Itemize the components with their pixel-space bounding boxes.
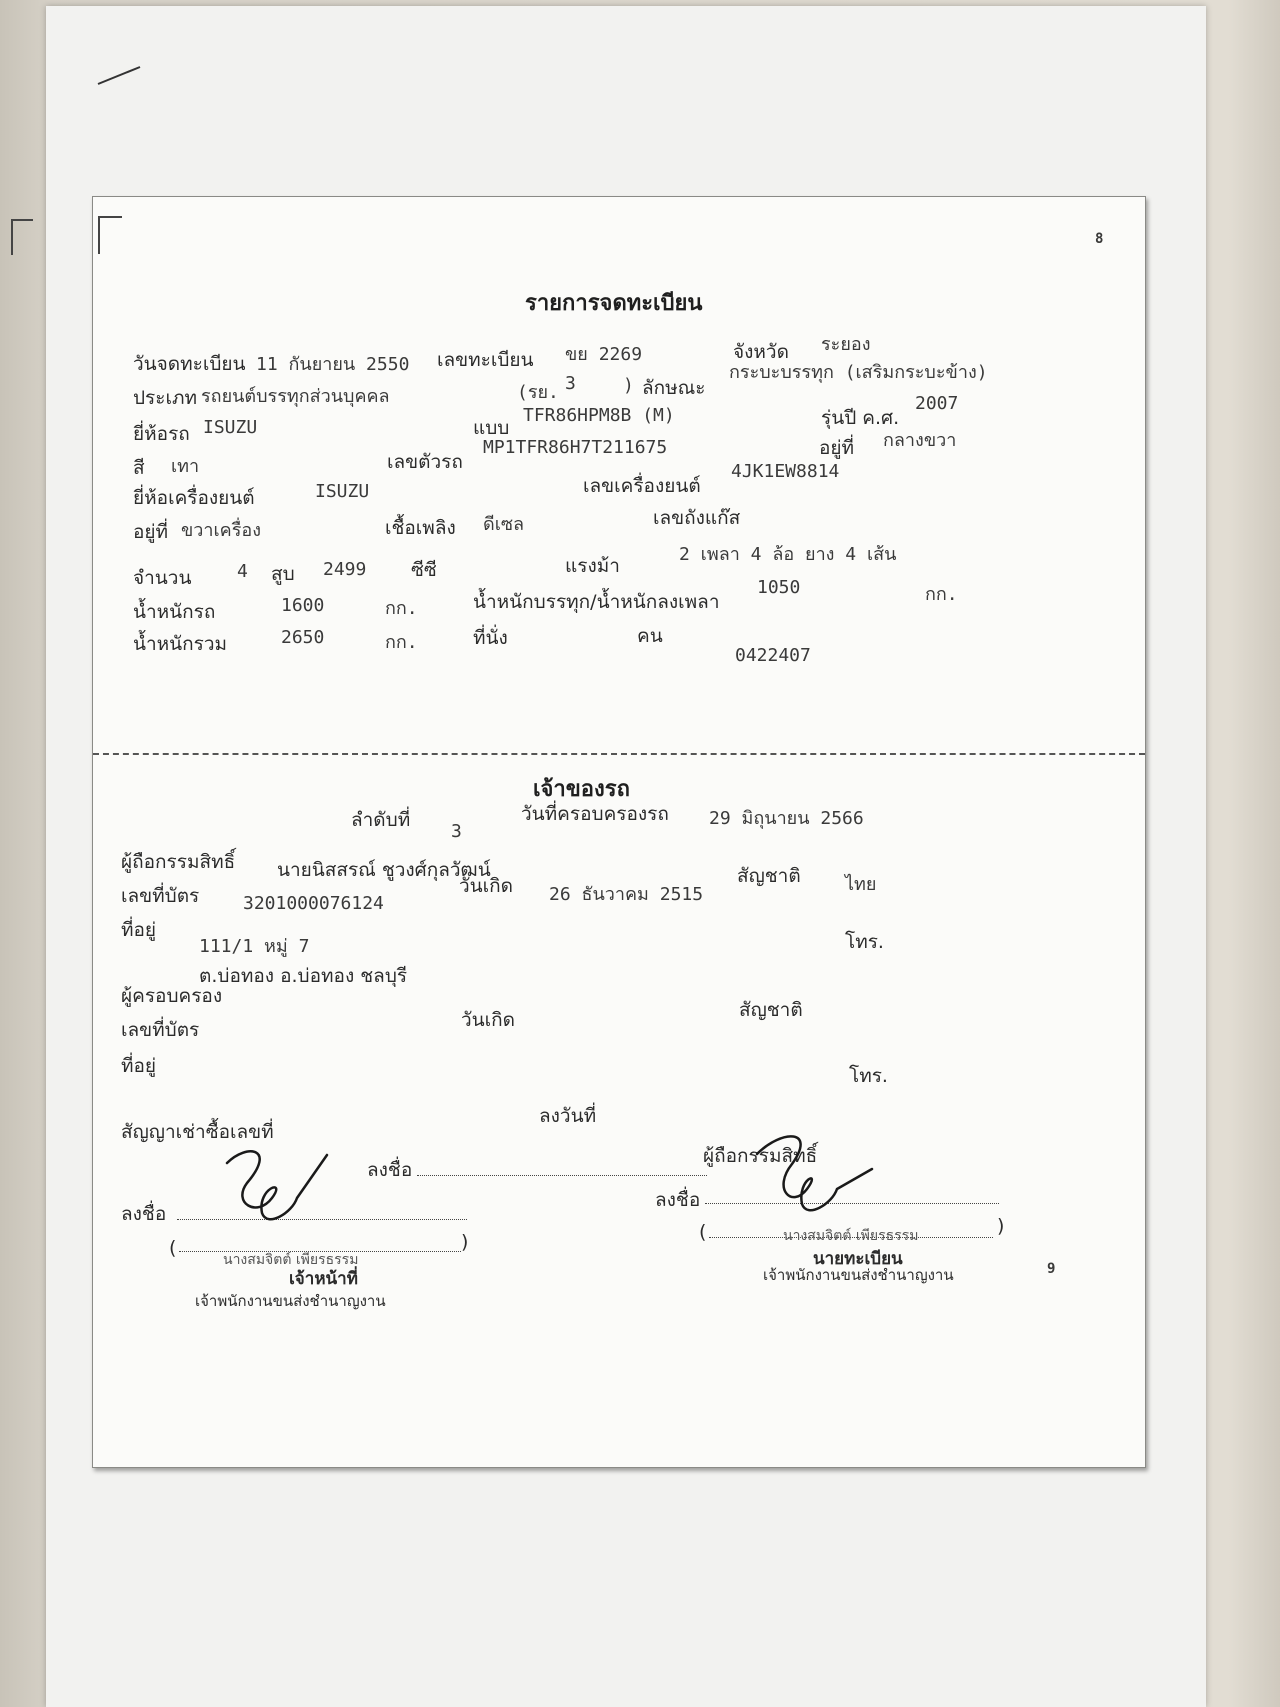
sign-label-mid: ลงชื่อ [367, 1159, 413, 1181]
address-label: ที่อยู่ [121, 919, 157, 941]
phone2-label: โทร. [849, 1065, 888, 1087]
fuel-label: เชื้อเพลิง [385, 517, 456, 539]
chassis-location-label: อยู่ที่ [819, 437, 855, 459]
sign-line-mid [417, 1175, 707, 1176]
seats-label: ที่นั่ง [473, 627, 508, 649]
kg-unit-3: กก. [385, 632, 418, 653]
officer-title-right: นายทะเบียน [813, 1249, 903, 1269]
brand-value: ISUZU [203, 417, 258, 438]
gross-weight-label: น้ำหนักรวม [133, 633, 228, 655]
officer-title-left: เจ้าหน้าที่ [289, 1269, 358, 1289]
plate-value: ขย 2269 [565, 344, 643, 365]
gross-weight-value: 2650 [281, 627, 325, 648]
nature-label: ลักษณะ [642, 377, 706, 399]
signed-date-label: ลงวันที่ [539, 1105, 597, 1127]
address-line-2: ต.บ่อทอง อ.บ่อทอง ชลบุรี [199, 965, 408, 987]
possession-date-label: วันที่ครอบครองรถ [521, 803, 669, 825]
page-number-top: 8 [1095, 231, 1104, 247]
sequence-value: 3 [451, 821, 462, 842]
chassis-label: เลขตัวรถ [387, 451, 463, 473]
contract-label: สัญญาเช่าซื้อเลขที่ [121, 1121, 274, 1143]
engine-number-label: เลขเครื่องยนต์ [583, 475, 701, 497]
nationality-value: ไทย [845, 874, 877, 895]
dob2-label: วันเกิด [461, 1009, 515, 1031]
gas-tank-label: เลขถังแก๊ส [653, 507, 741, 529]
paren-close-right: ) [997, 1215, 1005, 1237]
sign-label-left: ลงชื่อ [121, 1203, 167, 1225]
load-weight-value: 1050 [757, 577, 801, 598]
axle-info: 2 เพลา 4 ล้อ ยาง 4 เส้น [679, 544, 897, 565]
phone-label: โทร. [845, 931, 884, 953]
seats-unit: คน [637, 625, 663, 647]
tear-line [93, 753, 1145, 755]
dob-label: วันเกิด [459, 875, 513, 897]
holder-name: นายนิสสรณ์ ชูวงศ์กุลวัฒน์ [277, 859, 491, 881]
nationality2-label: สัญชาติ [739, 999, 803, 1021]
page-number-bottom: 9 [1047, 1261, 1056, 1277]
registration-document [92, 196, 1146, 1468]
document-number: 0422407 [735, 645, 811, 666]
possession-date-value: 29 มิถุนายน 2566 [709, 808, 864, 829]
engine-brand-value: ISUZU [315, 481, 370, 502]
reg-date-label: วันจดทะเบียน [133, 353, 246, 375]
cylinder-count-value: 4 [237, 561, 248, 582]
province-label: จังหวัด [733, 341, 789, 363]
model-label: แบบ [473, 417, 510, 439]
corner-mark [11, 219, 33, 255]
pen-mark [96, 64, 146, 88]
holder-sign-label: ผู้ถือกรรมสิทธิ์ [703, 1145, 818, 1167]
engine-number-value: 4JK1EW8814 [731, 461, 840, 482]
type-label: ประเภท [133, 387, 198, 409]
reg-date-value: 11 กันยายน 2550 [256, 354, 410, 375]
sign-label-right: ลงชื่อ [655, 1189, 701, 1211]
ry-close: ) [623, 375, 634, 396]
year-label: รุ่นปี ค.ศ. [821, 407, 900, 429]
nationality-label: สัญชาติ [737, 865, 801, 887]
load-weight-label: น้ำหนักบรรทุก/น้ำหนักลงเพลา [473, 591, 720, 613]
officer-position-right: เจ้าพนักงานขนส่งชำนาญงาน [763, 1266, 954, 1284]
address2-label: ที่อยู่ [121, 1055, 157, 1077]
kg-unit-2: กก. [925, 584, 958, 605]
signature-left [217, 1143, 337, 1233]
id2-label: เลขที่บัตร [121, 1019, 200, 1041]
holder-label: ผู้ถือกรรมสิทธิ์ [121, 851, 236, 873]
brand-label: ยี่ห้อรถ [133, 423, 190, 445]
cylinder-label: สูบ [271, 563, 295, 585]
chassis-value: MP1TFR86H7T211675 [483, 437, 668, 458]
year-value: 2007 [915, 393, 959, 414]
officer-name-right: นางสมจิตต์ เพียรธรรม [783, 1228, 919, 1244]
nature-value: กระบะบรรทุก (เสริมกระบะข้าง) [729, 362, 988, 383]
id-value: 3201000076124 [243, 893, 384, 914]
cc-value: 2499 [323, 559, 367, 580]
owner-title: เจ้าของรถ [533, 777, 630, 802]
officer-name-left: นางสมจิตต์ เพียรธรรม [223, 1252, 359, 1268]
address-line-1: 111/1 หมู่ 7 [199, 936, 310, 957]
sequence-label: ลำดับที่ [351, 809, 411, 831]
signature-right [747, 1129, 877, 1224]
paren-close-left: ) [461, 1231, 469, 1253]
engine-location-value: ขวาเครื่อง [181, 520, 261, 541]
id-label: เลขที่บัตร [121, 885, 200, 907]
cylinder-count-label: จำนวน [133, 567, 192, 589]
cc-label: ซีซี [411, 559, 437, 581]
engine-location-label: อยู่ที่ [133, 521, 169, 543]
vehicle-weight-label: น้ำหนักรถ [133, 601, 216, 623]
horsepower-label: แรงม้า [565, 555, 620, 577]
registration-title: รายการจดทะเบียน [525, 291, 703, 316]
possessor-label: ผู้ครอบครอง [121, 985, 223, 1007]
officer-position-left: เจ้าพนักงานขนส่งชำนาญงาน [195, 1292, 386, 1310]
paren-open-right: ( [699, 1221, 707, 1243]
plate-label: เลขทะเบียน [437, 349, 534, 371]
model-value: TFR86HPM8B (M) [523, 405, 675, 426]
province-value: ระยอง [821, 334, 871, 355]
dob-value: 26 ธันวาคม 2515 [549, 884, 704, 905]
ry-value: 3 [565, 373, 576, 394]
ry-open: (รย. [517, 382, 559, 403]
fuel-value: ดีเซล [483, 514, 525, 535]
corner-mark-top [98, 216, 122, 254]
chassis-location-value: กลางขวา [883, 430, 957, 451]
type-value: รถยนต์บรรทุกส่วนบุคคล [201, 386, 390, 407]
vehicle-weight-value: 1600 [281, 595, 325, 616]
paren-open-left: ( [169, 1237, 177, 1259]
engine-brand-label: ยี่ห้อเครื่องยนต์ [133, 487, 255, 509]
kg-unit-1: กก. [385, 598, 418, 619]
color-value: เทา [171, 456, 200, 477]
color-label: สี [133, 457, 145, 479]
